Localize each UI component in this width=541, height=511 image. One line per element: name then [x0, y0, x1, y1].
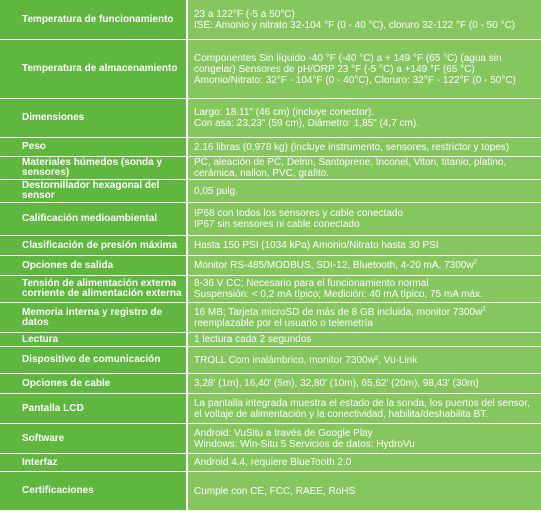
- spec-value: [188, 347, 541, 374]
- spec-value: [188, 424, 541, 454]
- spec-label: Lectura: [0, 333, 188, 347]
- spec-label: Destornillador hexagonal del sensor: [0, 180, 188, 203]
- spec-row: [0, 157, 541, 180]
- spec-value-line: [194, 260, 537, 271]
- spec-value: [188, 256, 541, 276]
- spec-value-text: Suspensión: < 0,2 mA típico; Medición: 40 mA típico, 75 mA máx.: [194, 289, 483, 300]
- spec-value-text: 0,05 pulg.: [194, 185, 238, 197]
- spec-label: Dimensiones: [0, 99, 188, 138]
- spec-label: Materiales húmedos (sonda y sensores): [0, 157, 188, 180]
- spec-value-text: Largo: 18.11" (46 cm) (incluye conector).: [194, 107, 375, 118]
- spec-label: Temperatura de funcionamiento: [0, 0, 188, 40]
- spec-value-text: Hasta 150 PSI (1034 kPa) Amonio/Nitrato hasta 30 PSI: [194, 240, 439, 251]
- spec-value-text: 8-36 V CC; Necesario para el funcionamiento normal: [194, 278, 429, 289]
- spec-value-line: [194, 157, 537, 179]
- spec-row: [0, 276, 541, 303]
- spec-value: [188, 203, 541, 236]
- spec-value: [188, 303, 541, 333]
- spec-value-line: [194, 486, 537, 497]
- spec-value-text: Windows: Win-Situ 5 Servicios de datos: HydroVu: [194, 438, 415, 450]
- spec-label: Memoria interna y registro de datos: [0, 303, 188, 333]
- spec-value-text: PC, aleación de PC, Delrin, Santoprene, Inconel, Viton, titanio, platino, cerámica, nailon, PVC, grafito.: [194, 157, 507, 179]
- spec-value-text: Android 4.4, requiere BlueTooth 2.0: [194, 457, 352, 468]
- spec-value-text: ISE: Amonio y nitrato 32-104 °F (0 - 40 °C), cloruro 32-122 °F (0 - 50 °C): [194, 19, 516, 31]
- spec-value-text: Android: VuSitu a través de Google Play: [194, 427, 373, 439]
- spec-value: [188, 374, 541, 394]
- spec-value-line: [194, 289, 537, 300]
- spec-row: [0, 303, 541, 333]
- spec-value-text: La pantalla integrada muestra el estado de la sonda, los puertos del sensor, el voltaje de alimentación y la conectividad, habilita/deshabilita BT.: [194, 397, 530, 420]
- spec-value-text: Monitor RS-485/MODBUS, SDI-12, Bluetooth, 4-20 mA, 7300w: [194, 260, 474, 271]
- spec-value: [188, 180, 541, 203]
- spec-value-line: [194, 219, 537, 230]
- spec-row: [0, 180, 541, 203]
- spec-value-line: [194, 334, 537, 345]
- spec-value: [188, 138, 541, 157]
- spec-value: [188, 472, 541, 511]
- spec-value-text: 23 a 122°F (-5 a 50°C): [194, 8, 295, 20]
- spec-row: [0, 333, 541, 347]
- spec-value-text: 3,28' (1m), 16,40' (5m), 32,80' (10m), 65,62' (20m), 98,43' (30m): [194, 378, 479, 389]
- spec-label: Interfaz: [0, 454, 188, 472]
- spec-value-text: 16 MB; Tarjeta microSD de más de 8 GB incluida, monitor 7300w: [194, 306, 483, 318]
- spec-value-line: [194, 439, 537, 450]
- spec-label: Dispositivo de comunicación: [0, 347, 188, 374]
- spec-value: [188, 333, 541, 347]
- spec-value-line: [194, 20, 537, 31]
- spec-value-line: [194, 278, 537, 289]
- spec-label: Clasificación de presión máxima: [0, 236, 188, 256]
- spec-label: Software: [0, 424, 188, 454]
- spec-value-text: Cumple con CE, FCC, RAEE, RoHS: [194, 485, 356, 497]
- spec-value-line: [194, 240, 537, 251]
- spec-value: [188, 236, 541, 256]
- footnote-marker: 2: [473, 259, 477, 266]
- spec-value-line: [194, 355, 537, 366]
- spec-row: [0, 256, 541, 276]
- spec-row: [0, 424, 541, 454]
- spec-row: [0, 347, 541, 374]
- spec-row: [0, 40, 541, 99]
- spec-value-text: 2.16 libras (0,978 kg) (incluye instrumento, sensores, restrictor y topes): [194, 141, 510, 153]
- spec-value-line: [194, 53, 537, 75]
- spec-row: [0, 454, 541, 472]
- spec-value: [188, 454, 541, 472]
- spec-value-text: reemplazable por el usuario o telemetría: [194, 317, 373, 329]
- spec-value-text: IP67 sin sensores ni cable conectado: [194, 219, 360, 230]
- spec-value: [188, 394, 541, 424]
- spec-label: Opciones de salida: [0, 256, 188, 276]
- footnote-marker: 2: [482, 306, 486, 313]
- spec-value: [188, 0, 541, 40]
- spec-value-line: [194, 378, 537, 389]
- spec-value-line: [194, 208, 537, 219]
- spec-row: [0, 99, 541, 138]
- spec-value-line: [194, 118, 537, 129]
- spec-label: Pantalla LCD: [0, 394, 188, 424]
- spec-row: [0, 374, 541, 394]
- spec-value-line: [194, 142, 537, 153]
- spec-label: Calificación medioambiental: [0, 203, 188, 236]
- spec-value-line: [194, 9, 537, 20]
- spec-row: [0, 0, 541, 40]
- spec-value: [188, 157, 541, 180]
- spec-value-line: [194, 428, 537, 439]
- spec-label: Peso: [0, 138, 188, 157]
- spec-value-line: [194, 307, 537, 318]
- spec-row: [0, 394, 541, 424]
- spec-value-text: IP68 con todos los sensores y cable conectado: [194, 208, 404, 219]
- spec-value: [188, 40, 541, 99]
- spec-value-text: Amonio/Nitrato: 32°F - 104°F (0 - 40°C), Cloruro: 32°F - 122°F (0 - 50°C): [194, 74, 516, 86]
- spec-value: [188, 276, 541, 303]
- spec-value-line: [194, 186, 537, 197]
- spec-value-line: [194, 107, 537, 118]
- spec-label: Temperatura de almacenamiento: [0, 40, 188, 99]
- spec-value-text: Componentes Sin líquido -40 °F (-40 °C) a + 149 °F (65 °C) (agua sin congelar) Sensores de pH/ORP 23 °F (-5 °C) a +149 °F (65 °C): [194, 52, 502, 75]
- spec-value-text: Con asa: 23,23" (59 cm), Diámetro: 1,85" (4,7 cm).: [194, 118, 419, 129]
- spec-label: Certificaciones: [0, 472, 188, 511]
- spec-value-line: [194, 318, 537, 329]
- spec-label: Tensión de alimentación externa corriente de alimentación externa: [0, 276, 188, 303]
- spec-row: [0, 236, 541, 256]
- spec-value-line: [194, 457, 537, 468]
- spec-value-text: 1 lectura cada 2 segundos: [194, 334, 312, 345]
- spec-value-line: [194, 398, 537, 420]
- spec-row: [0, 203, 541, 236]
- spec-row: [0, 472, 541, 511]
- spec-value: [188, 99, 541, 138]
- spec-label: Opciones de cable: [0, 374, 188, 394]
- spec-row: [0, 138, 541, 157]
- spec-value-line: [194, 75, 537, 86]
- spec-value-text: TROLL Com inalámbrico, monitor 7300w², Vu-Link: [194, 354, 418, 366]
